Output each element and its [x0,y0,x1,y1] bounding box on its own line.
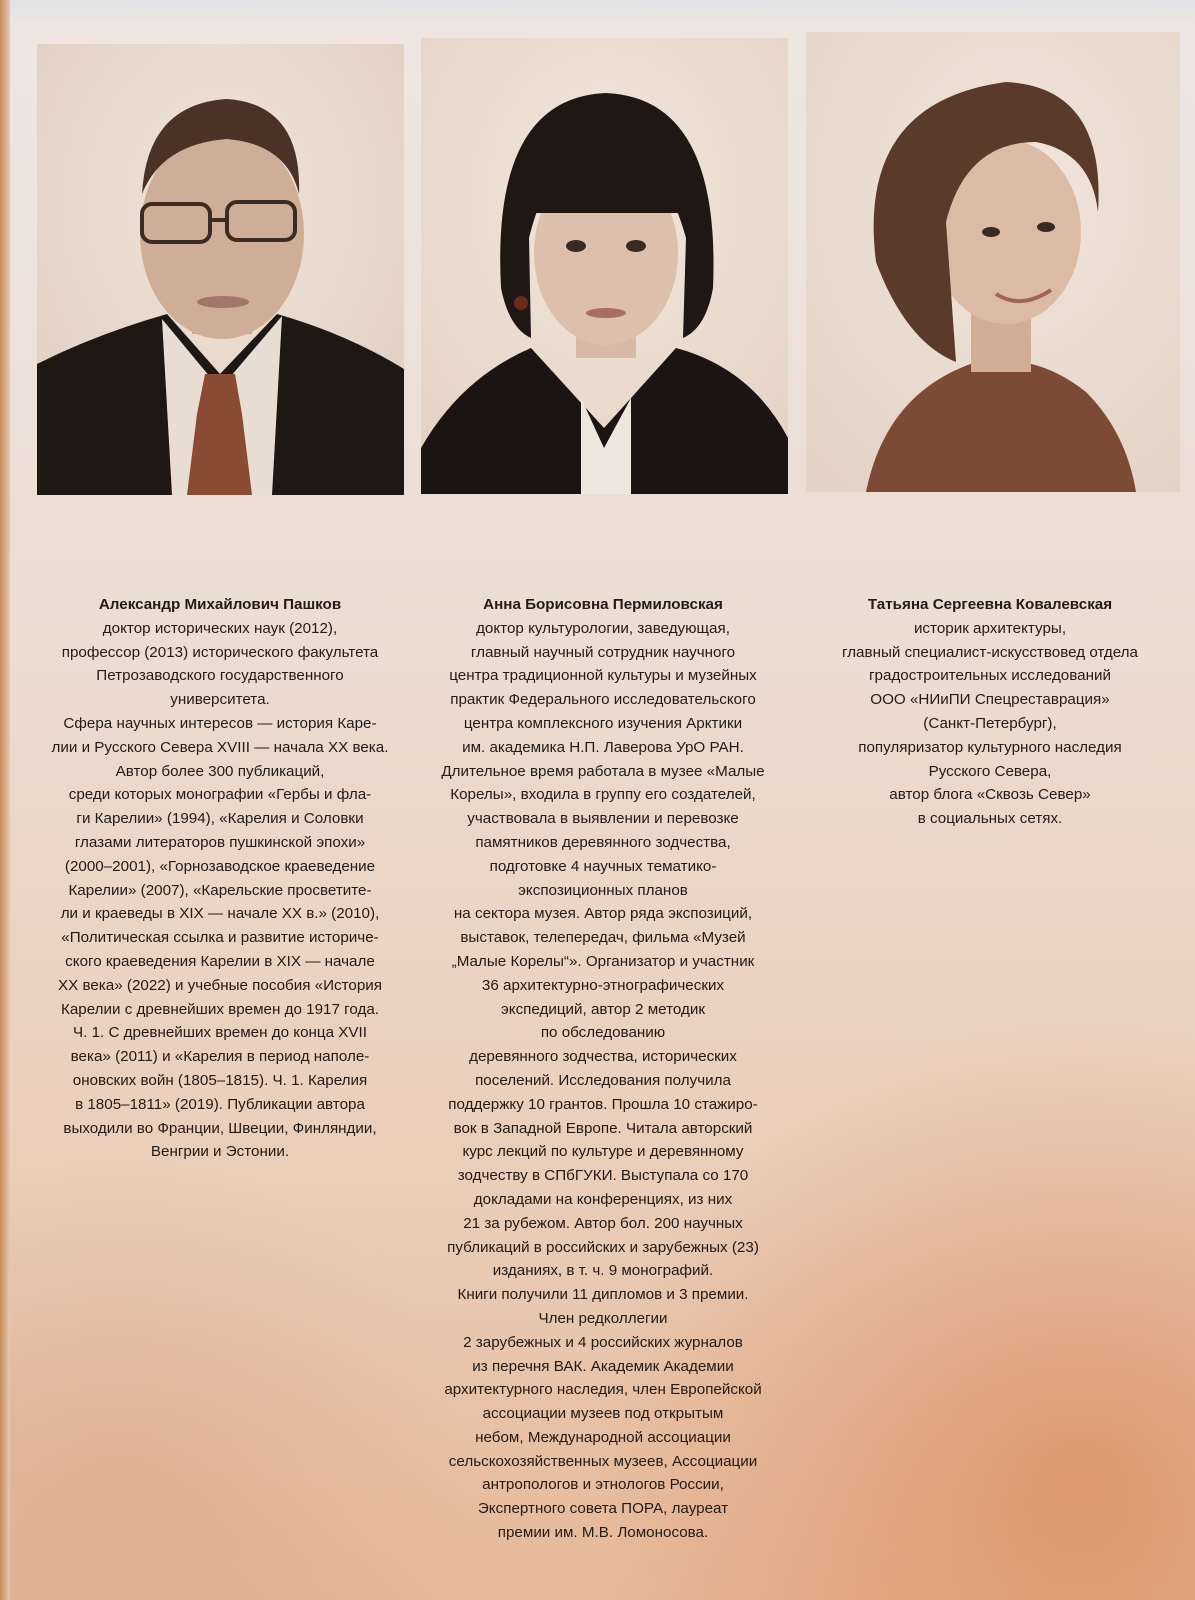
person-name: Анна Борисовна Пермиловская [483,596,723,613]
bio-line: глазами литераторов пушкинской эпохи» [74,833,366,851]
bio-line: изданиях, в т. ч. 9 монографий. [492,1262,714,1280]
bio-line: выходили во Франции, Швеции, Финляндии, [63,1119,377,1137]
person-name: Татьяна Сергеевна Ковалевская [867,596,1113,613]
bio-line: сельскохозяйственных музеев, Ассоциации [448,1452,758,1470]
bio-line: ассоциации музеев под открытым [482,1405,724,1423]
bio-line: века» (2011) и «Карелия в период наполе- [70,1048,370,1066]
bio-line: профессор (2013) исторического факультета [61,643,379,661]
bio-line: главный специалист-искусствовед отдела [841,643,1138,661]
bio-pashkov [20,593,420,1164]
bio-line: XX века» (2022) и учебные пособия «История [57,976,383,994]
bio-line: среди которых монографии «Гербы и фла- [68,786,372,804]
bio-line: Книги получили 11 дипломов и 3 премии. [457,1286,749,1304]
bio-line: градостроительных исследований [869,667,1111,685]
portrait-man-glasses-icon [37,44,404,495]
bio-line: зодчеству в СПбГУКИ. Выступала со 170 [457,1167,749,1185]
bio-text [790,617,1190,831]
page-top-band [10,0,1195,30]
bio-line: ского краеведения Карелии в XIX — начале [65,952,375,970]
bio-line: деревянного зодчества, исторических [469,1048,737,1066]
bio-line: выставок, телепередач, фильма «Музей [460,929,746,947]
bio-line: ли и краеведы в XIX — начале XX в.» (2010), [60,905,380,923]
bio-line: поддержку 10 грантов. Прошла 10 стажиро- [448,1095,758,1113]
bio-line: в 1805–1811» (2019). Публикации автора [75,1095,365,1113]
bio-line: публикаций в российских и зарубежных (23) [447,1238,759,1256]
bio-line: Венгрии и Эстонии. [150,1143,290,1161]
bio-line: популяризатор культурного наследия [858,738,1122,756]
bio-line: участвовала в выявлении и перевозке [467,810,739,828]
bio-line: 21 за рубежом. Автор бол. 200 научных [463,1214,743,1232]
bio-line: историк архитектуры, [913,619,1067,637]
bio-line: „Малые Корелы“». Организатор и участник [451,952,755,970]
portrait-woman-bob-haircut-icon [421,38,788,494]
bio-line: доктор культурологии, заведующая, [476,619,730,637]
bio-line: центра комплексного изучения Арктики [463,714,743,732]
bio-line: подготовке 4 научных тематико- [489,857,717,875]
bio-line: лии и Русского Севера XVIII — начала XX века. [51,738,389,756]
bio-line: главный научный сотрудник научного [470,643,736,661]
bio-kovalevskaya [790,593,1190,831]
bio-line: Автор более 300 публикаций, [115,762,325,780]
bio-line: Петрозаводского государственного [96,667,344,685]
page-edge [0,0,10,1600]
bio-line: архитектурного наследия, член Европейской [444,1381,762,1399]
bio-line: ООО «НИиПИ Спецреставрация» [870,691,1110,709]
bio-line: премии им. М.В. Ломоносова. [497,1524,709,1542]
bio-line: практик Федерального исследовательского [450,691,756,709]
bio-line: оновских войн (1805–1815). Ч. 1. Карелия [72,1071,368,1089]
bio-permilovskaya [403,593,803,1545]
bio-line: памятников деревянного зодчества, [475,833,731,851]
person-name: Александр Михайлович Пашков [98,596,342,613]
bio-line: по обследованию [540,1024,666,1042]
bio-line: курс лекций по культуре и деревянному [462,1143,744,1161]
bio-line: Русского Севера, [928,762,1052,780]
bio-line: доктор исторических наук (2012), [102,619,338,637]
bio-line: (Санкт-Петербург), [923,714,1057,732]
bio-line: небом, Международной ассоциации [475,1428,731,1446]
bio-line: антропологов и этнологов России, [482,1476,724,1494]
bio-line: Карелии с древнейших времен до 1917 года. [60,1000,379,1018]
bio-line: университета. [170,691,270,709]
bio-line: экспозиционных планов [518,881,688,899]
bio-line: ги Карелии» (1994), «Карелия и Соловки [76,810,364,828]
portrait-photo-3 [806,32,1180,492]
bio-line: автор блога «Сквозь Север» [889,786,1091,804]
bio-line: Ч. 1. С древнейших времен до конца XVII [73,1024,367,1042]
bio-line: вок в Западной Европе. Читала авторский [453,1119,753,1137]
bio-text [403,617,803,1545]
portrait-young-woman-smiling-icon [806,32,1180,492]
portrait-photo-2 [421,38,788,494]
portrait-photo-1 [37,44,404,495]
bio-line: из перечня ВАК. Академик Академии [472,1357,734,1375]
bio-line: Сфера научных интересов — история Каре- [63,714,377,732]
bio-line: центра традиционной культуры и музейных [449,667,757,685]
bio-line: Корелы», входила в группу его создателей, [450,786,756,804]
bio-line: Экспертного совета ПОРА, лауреат [477,1500,729,1518]
bio-line: докладами на конференциях, из них [473,1190,733,1208]
bio-line: Длительное время работала в музее «Малые [441,762,765,780]
bio-line: (2000–2001), «Горнозаводское краеведение [64,857,376,875]
bio-line: «Политическая ссылка и развитие историче- [61,929,379,947]
bio-line: в социальных сетях. [917,810,1063,828]
bio-line: экспедиций, автор 2 методик [501,1000,705,1018]
bio-line: Карелии» (2007), «Карельские просветите- [68,881,372,899]
bio-line: на сектора музея. Автор ряда экспозиций, [453,905,753,923]
bio-line: поселений. Исследования получила [475,1071,731,1089]
bio-text [20,617,420,1164]
bio-line: 36 архитектурно-этнографических [481,976,725,994]
bio-line: 2 зарубежных и 4 российских журналов [463,1333,743,1351]
bio-line: Член редколлегии [538,1309,668,1327]
bio-line: им. академика Н.П. Лаверова УрО РАН. [462,738,744,756]
